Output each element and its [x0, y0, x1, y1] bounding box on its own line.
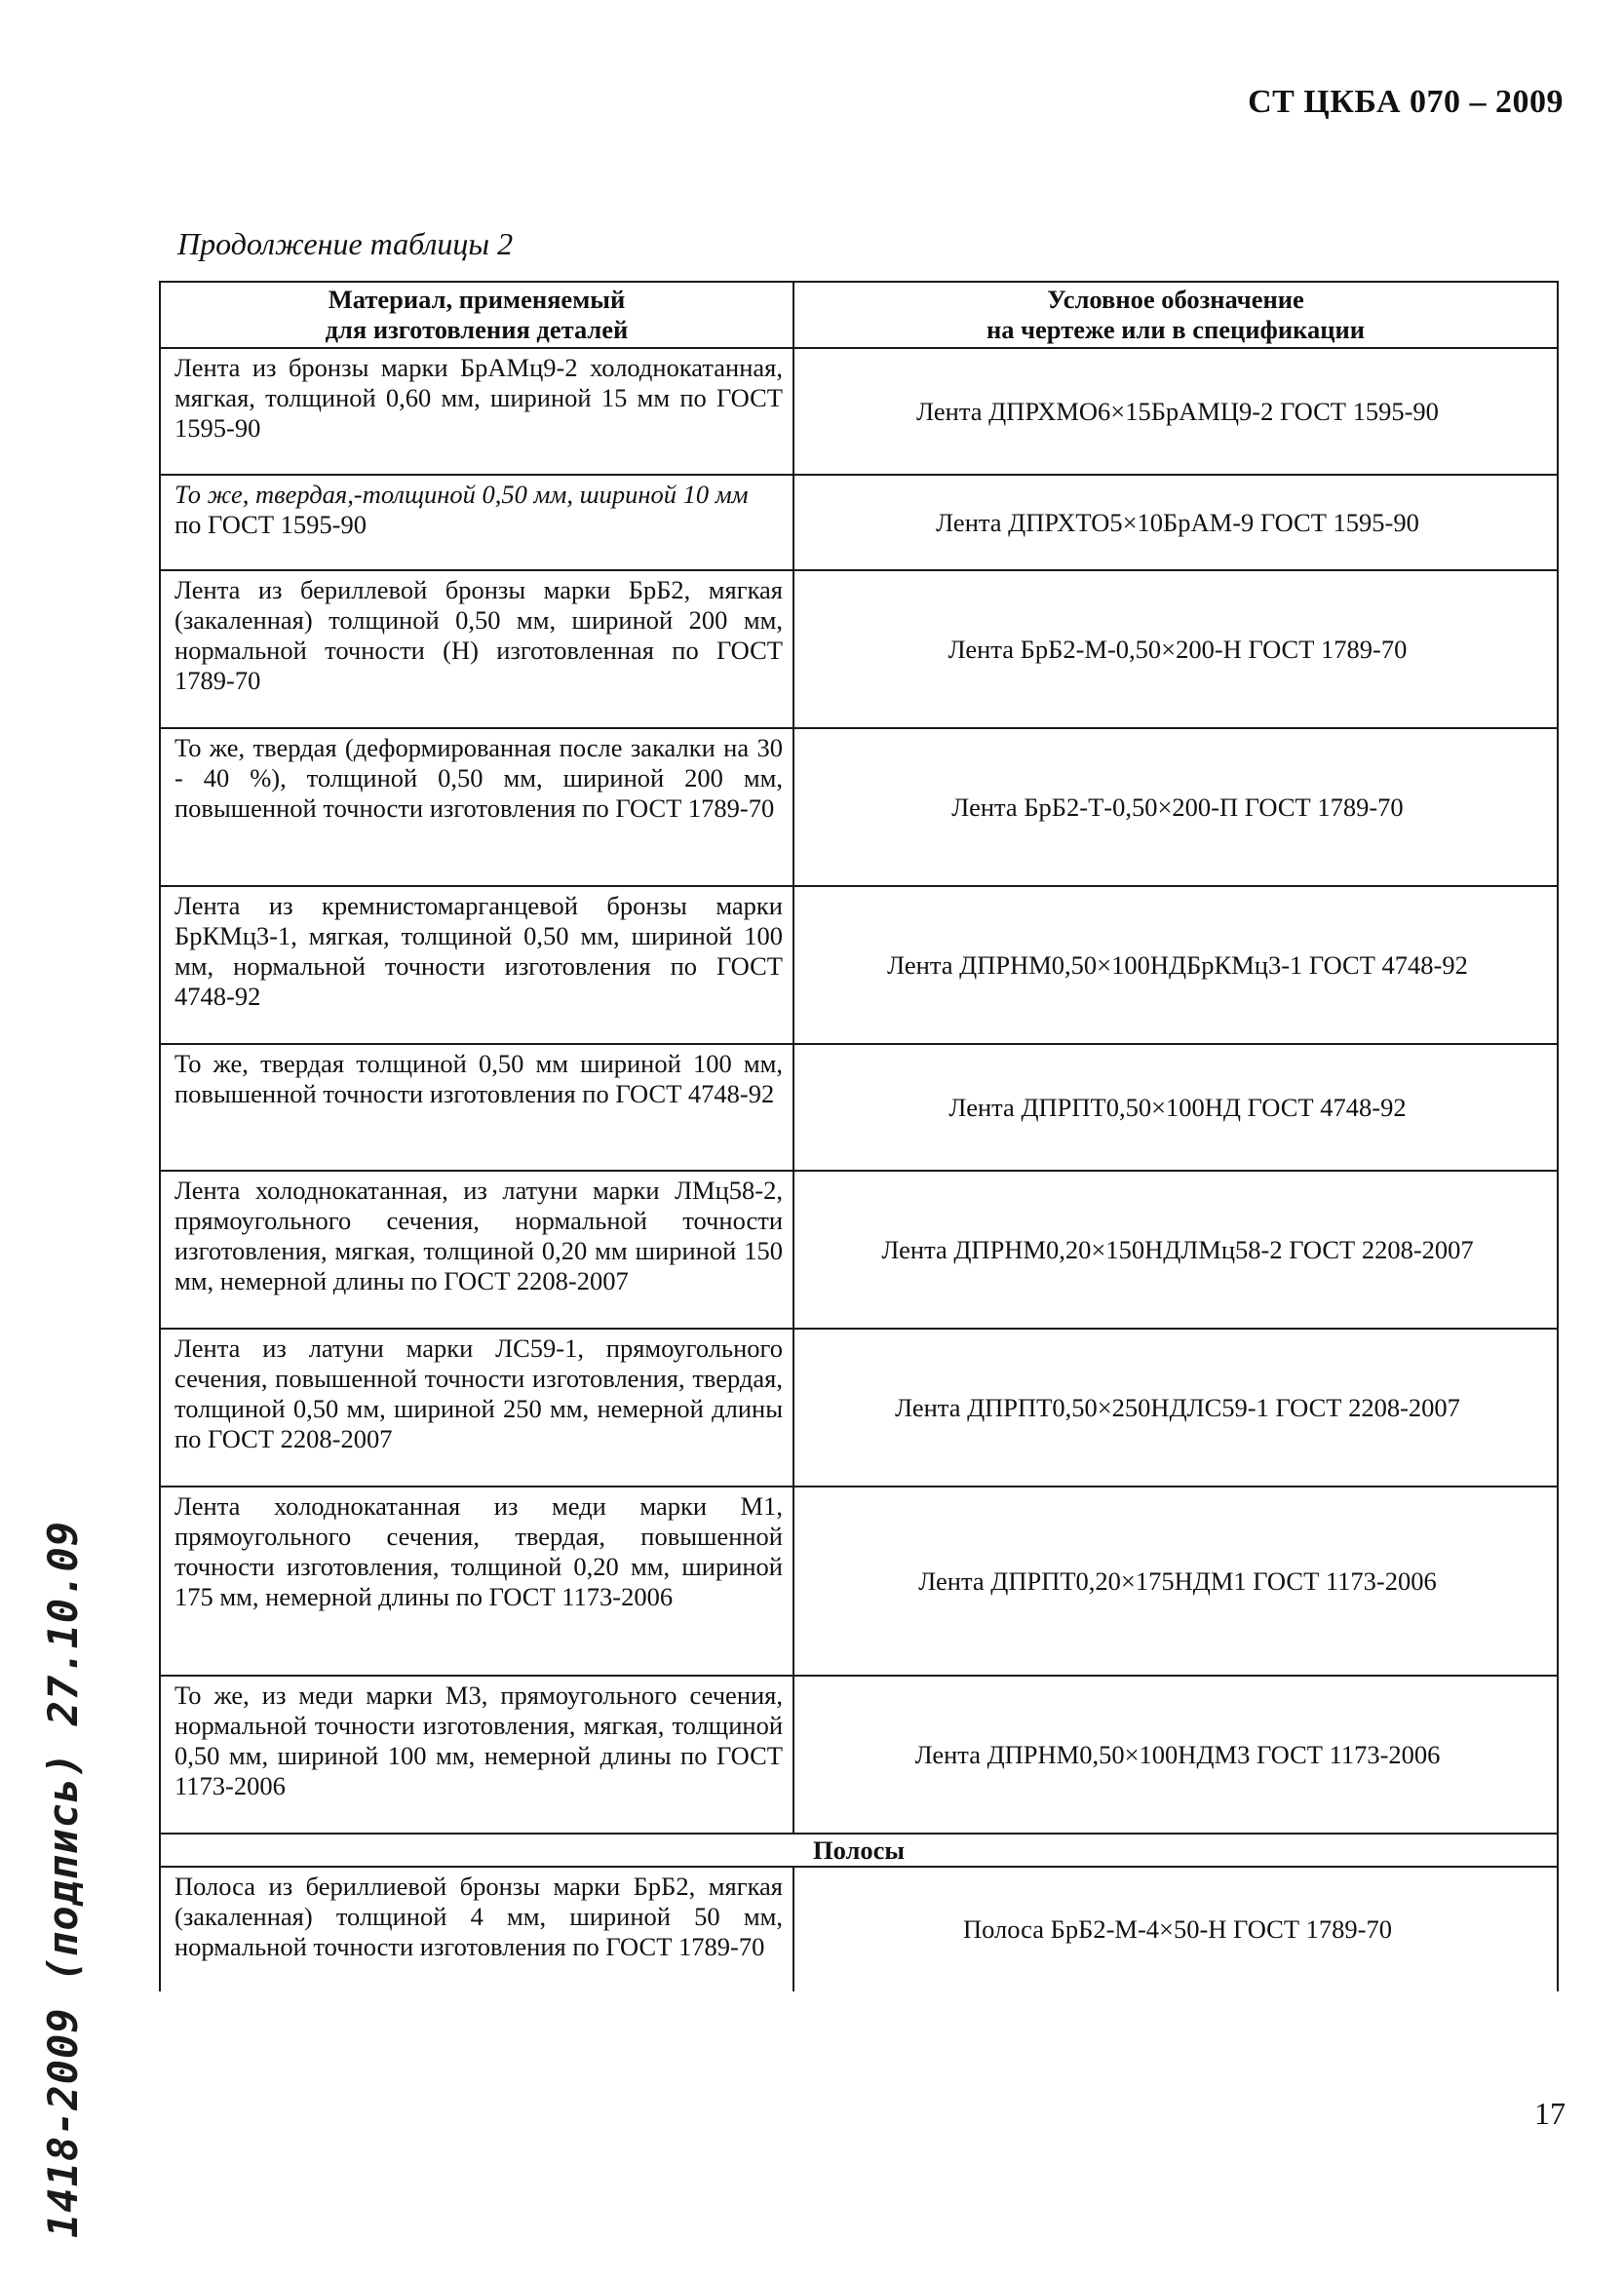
table-row [160, 1487, 1558, 1676]
designation-cell: Лента ДПРНМ0,50×100НДМ3 ГОСТ 1173-2006 [793, 1676, 1558, 1834]
material-cell: То же, твердая толщиной 0,50 мм шириной 100 мм, повышенной точности изготовления по ГОСТ 4748-92 [160, 1044, 793, 1171]
designation-cell: Лента ДПРНМ0,20×150НДЛМц58-2 ГОСТ 2208-2007 [793, 1171, 1558, 1329]
table-row [160, 570, 1558, 728]
table-row [160, 886, 1558, 1044]
material-cell: Лента из бронзы марки БрАМц9-2 холоднокатанная, мягкая, толщиной 0,60 мм, шириной 15 мм по ГОСТ 1595-90 [160, 348, 793, 475]
designation-cell: Лента БрБ2-Т-0,50×200-П ГОСТ 1789-70 [793, 728, 1558, 886]
margin-signature: 1418-2009 (подпись) 27.10.09 [39, 1520, 87, 2238]
material-cell: Полоса из бериллиевой бронзы марки БрБ2, мягкая (закаленная) толщиной 4 мм, шириной 50 мм, нормальной точности изготовления по ГОСТ 1789-70 [160, 1867, 793, 1991]
designation-cell: Лента ДПРХМО6×15БрАМЦ9-2 ГОСТ 1595-90 [793, 348, 1558, 475]
table-row [160, 728, 1558, 886]
material-cell: Лента из кремнистомарганцевой бронзы марки БрКМц3-1, мягкая, толщиной 0,50 мм, шириной 100 мм, нормальной точности изготовления по ГОСТ 4748-92 [160, 886, 793, 1044]
material-column-header: Материал, применяемый для изготовления деталей [160, 282, 793, 348]
table-row [160, 1329, 1558, 1487]
section-row [160, 1834, 1558, 1867]
designation-cell: Лента ДПРПТ0,50×100НД ГОСТ 4748-92 [793, 1044, 1558, 1171]
designation-column-header: Условное обозначение на чертеже или в спецификации [793, 282, 1558, 348]
material-cell: То же, твердая,-толщиной 0,50 мм, шириной 10 мм по ГОСТ 1595-90 [160, 475, 793, 570]
table-row [160, 348, 1558, 475]
material-cell: Лента из бериллевой бронзы марки БрБ2, мягкая (закаленная) толщиной 0,50 мм, шириной 200 мм, нормальной точности (Н) изготовленная по ГОСТ 1789-70 [160, 570, 793, 728]
table-caption: Продолжение таблицы 2 [177, 226, 514, 261]
section-title: Полосы [160, 1834, 1558, 1867]
document-code: СТ ЦКБА 070 – 2009 [1248, 84, 1564, 120]
table-header-row [160, 282, 1558, 348]
designation-cell: Лента ДПРПТ0,50×250НДЛС59-1 ГОСТ 2208-2007 [793, 1329, 1558, 1487]
material-cell: То же, из меди марки М3, прямоугольного сечения, нормальной точности изготовления, мягкая, толщиной 0,50 мм, шириной 100 мм, немерной длины по ГОСТ 1173-2006 [160, 1676, 793, 1834]
material-cell: Лента холоднокатанная, из латуни марки ЛМц58-2, прямоугольного сечения, нормальной точности изготовления, мягкая, толщиной 0,20 мм шириной 150 мм, немерной длины по ГОСТ 2208-2007 [160, 1171, 793, 1329]
table-row [160, 1676, 1558, 1834]
table-row [160, 475, 1558, 570]
page-number: 17 [1534, 2096, 1566, 2131]
material-cell: Лента холоднокатанная из меди марки М1, прямоугольного сечения, твердая, повышенной точности изготовления, толщиной 0,20 мм, шириной 175 мм, немерной длины по ГОСТ 1173-2006 [160, 1487, 793, 1676]
table-row [160, 1171, 1558, 1329]
table-row [160, 1867, 1558, 1991]
designation-cell: Лента БрБ2-М-0,50×200-Н ГОСТ 1789-70 [793, 570, 1558, 728]
designation-cell: Лента ДПРНМ0,50×100НДБрКМц3-1 ГОСТ 4748-92 [793, 886, 1558, 1044]
designation-cell: Лента ДПРХТО5×10БрАМ-9 ГОСТ 1595-90 [793, 475, 1558, 570]
table-row [160, 1044, 1558, 1171]
designation-cell: Лента ДПРПТ0,20×175НДМ1 ГОСТ 1173-2006 [793, 1487, 1558, 1676]
material-cell: Лента из латуни марки ЛС59-1, прямоугольного сечения, повышенной точности изготовления, твердая, толщиной 0,50 мм, шириной 250 мм, немерной длины по ГОСТ 2208-2007 [160, 1329, 793, 1487]
material-cell: То же, твердая (деформированная после закалки на 30 - 40 %), толщиной 0,50 мм, шириной 200 мм, повышенной точности изготовления по ГОСТ 1789-70 [160, 728, 793, 886]
materials-table [159, 281, 1559, 1991]
designation-cell: Полоса БрБ2-М-4×50-Н ГОСТ 1789-70 [793, 1867, 1558, 1991]
